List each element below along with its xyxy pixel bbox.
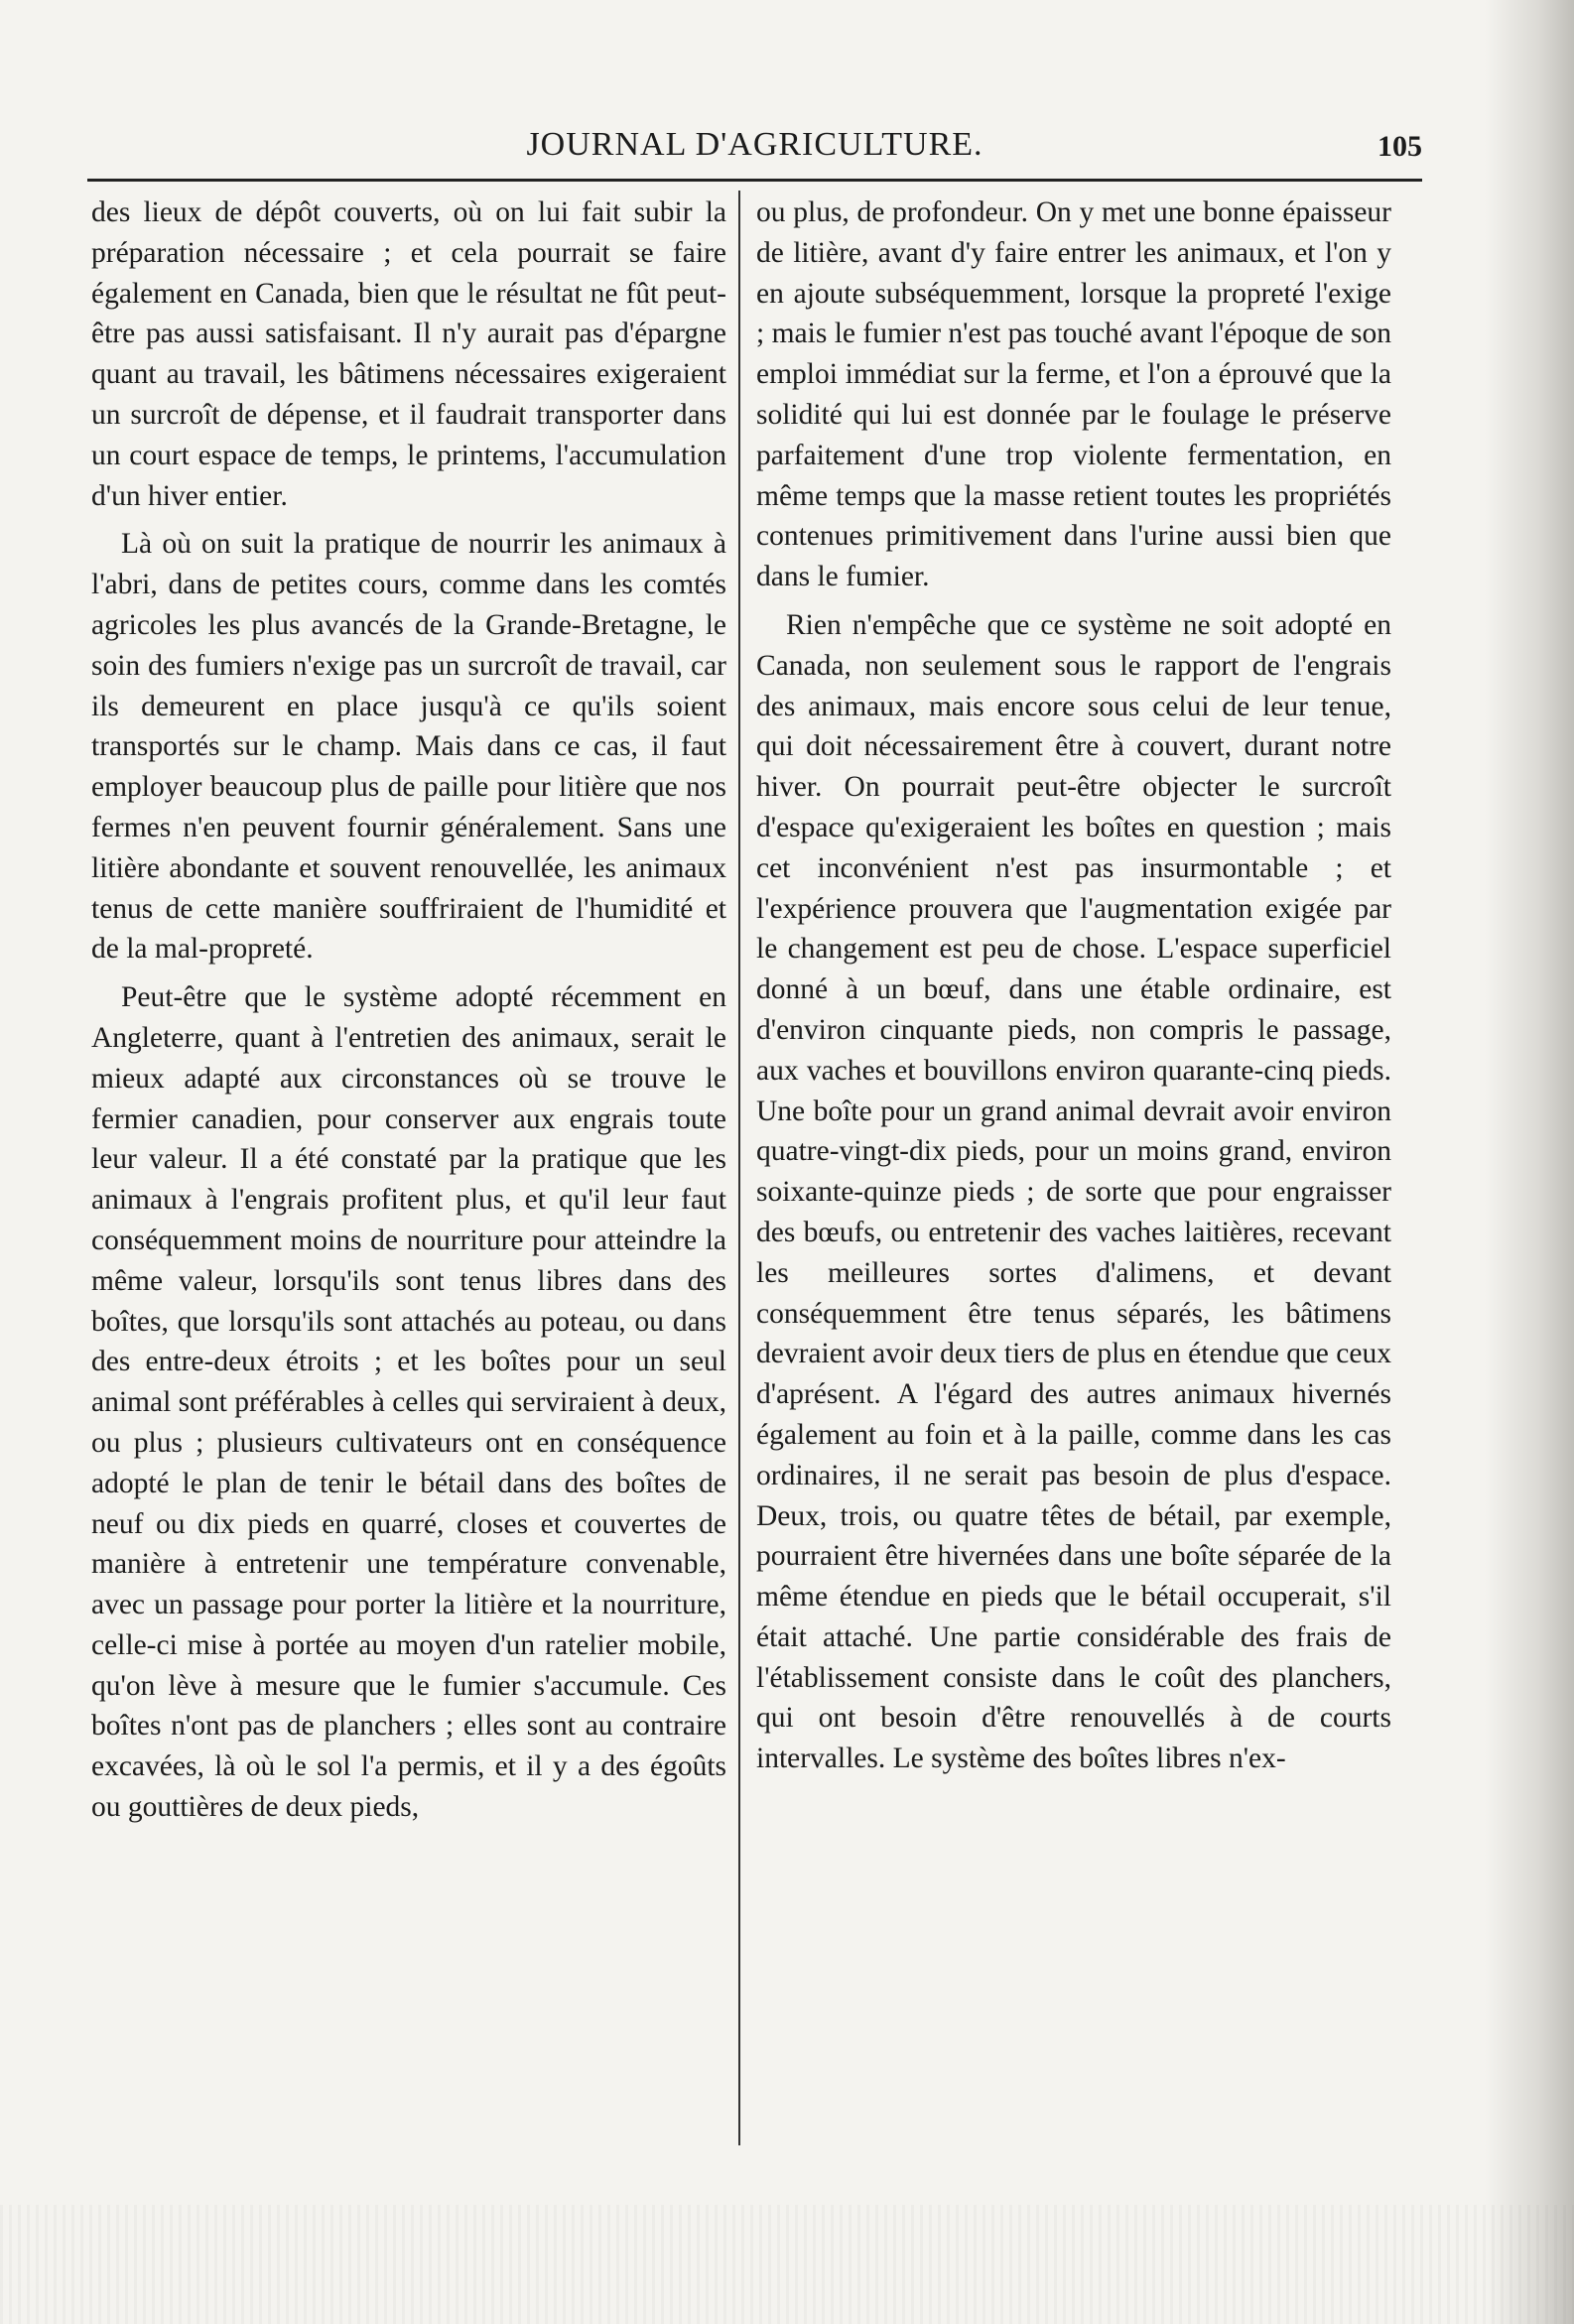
paragraph: Rien n'empêche que ce système ne soit adopté en Canada, non seulement sous le rapport de l'engrais des animaux, mais encore sous celui de leur tenue, qui doit nécessairement être à couvert, durant notre hiver. On pourrait peut-être objecter le surcroît d'espace qu'exigeraient les boîtes en question ; mais cet inconvénient n'est pas insurmontable ; et l'expérience prouvera que l'augmentation exigée par le changement est peu de chose. L'espace superficiel donné à un bœuf, dans une étable ordinaire, est d'environ cinquante pieds, non compris le passage, aux vaches et bouvillons environ quarante-cinq pieds. Une boîte pour un grand animal devrait avoir environ quatre-vingt-dix pieds, pour un moins grand, environ soixante-quinze pieds ; de sorte que pour engraisser des bœufs, ou entretenir des vaches laitières, recevant les meilleures sortes d'alimens, et devant conséquemment être tenus séparés, les bâtimens devraient avoir deux tiers de plus en étendue que ceux d'aprésent. A l'égard des autres animaux hivernés également au foin et à la paille, comme dans les cas ordinaires, il ne serait pas besoin de plus d'espace. Deux, trois, ou quatre têtes de bétail, par exemple, pourraient être hivernées dans une boîte séparée de la même étendue en pieds que le bétail occuperait, s'il était attaché. Une partie considérable des frais de l'établissement consiste dans le coût des planchers, qui ont besoin d'être renouvellés à de courts intervalles. Le système des boîtes libres n'ex- [756, 608, 1391, 1775]
column-divider [738, 191, 740, 2145]
paragraph: Là où on suit la pratique de nourrir les animaux à l'abri, dans de petites cours, comme dans les comtés agricoles les plus avancés de la Grande-Bretagne, le soin des fumiers n'exige pas un surcroît de travail, car ils demeurent en place jusqu'à ce qu'ils soient transportés sur le champ. Mais dans ce cas, il faut employer beaucoup plus de paille pour litière que nos fermes n'en peuvent fournir généralement. Sans une litière abondante et souvent renouvellée, les animaux tenus de cette manière souffriraient de l'humidité et de la mal-propreté. [91, 528, 726, 966]
page-header [87, 123, 1422, 173]
page-edge-shadow [1485, 0, 1574, 2324]
header-rule [87, 179, 1422, 182]
paragraph: des lieux de dépôt couverts, où on lui fait subir la préparation nécessaire ; et cela pourrait se faire également en Canada, bien que le résultat ne fût peut-être pas aussi satisfaisant. Il n'y aurait pas d'épargne quant au travail, les bâtimens nécessaires exigeraient un surcroît de dépense, et il faudrait transporter dans un court espace de temps, le printems, l'accumulation d'un hiver entier. [91, 196, 726, 512]
scan-noise [0, 2205, 1574, 2324]
running-title: JOURNAL D'AGRICULTURE. [526, 126, 984, 163]
right-column [756, 193, 1391, 2187]
paragraph: Peut-être que le système adopté récemment en Angleterre, quant à l'entretien des animaux, serait le mieux adapté aux circonstances où se trouve le fermier canadien, pour conserver aux engrais toute leur valeur. Il a été constaté par la pratique que les animaux à l'engrais profitent plus, et qu'il leur faut conséquemment moins de nourriture pour atteindre la même valeur, lorsqu'ils sont tenus libres dans des boîtes, que lorsqu'ils sont attachés au poteau, ou dans des entre-deux étroits ; et les boîtes pour un seul animal sont préférables à celles qui serviraient à deux, ou plus ; plusieurs cultivateurs ont en conséquence adopté le plan de tenir le bétail dans des boîtes de neuf ou dix pieds en quarré, closes et couvertes de manière à entretenir une température convenable, avec un passage pour porter la litière et la nourriture, celle-ci mise à portée au moyen d'un ratelier mobile, qu'on lève à mesure que le fumier s'accumule. Ces boîtes n'ont pas de planchers ; elles sont au contraire excavées, là où le sol l'a permis, et il y a des égoûts ou gouttières de deux pieds, [91, 981, 726, 1824]
paragraph: ou plus, de profondeur. On y met une bonne épaisseur de litière, avant d'y faire entrer les animaux, et l'on y en ajoute subséquemment, lorsque la propreté l'exige ; mais le fumier n'est pas touché avant l'époque de son emploi immédiat sur la ferme, et l'on a éprouvé que la solidité qui lui est donnée par le foulage le préserve parfaitement d'une trop violente fermentation, en même temps que la masse retient toutes les propriétés contenues primitivement dans l'urine aussi bien que dans le fumier. [756, 196, 1391, 593]
left-column [91, 193, 726, 2187]
page-number: 105 [1377, 130, 1422, 163]
